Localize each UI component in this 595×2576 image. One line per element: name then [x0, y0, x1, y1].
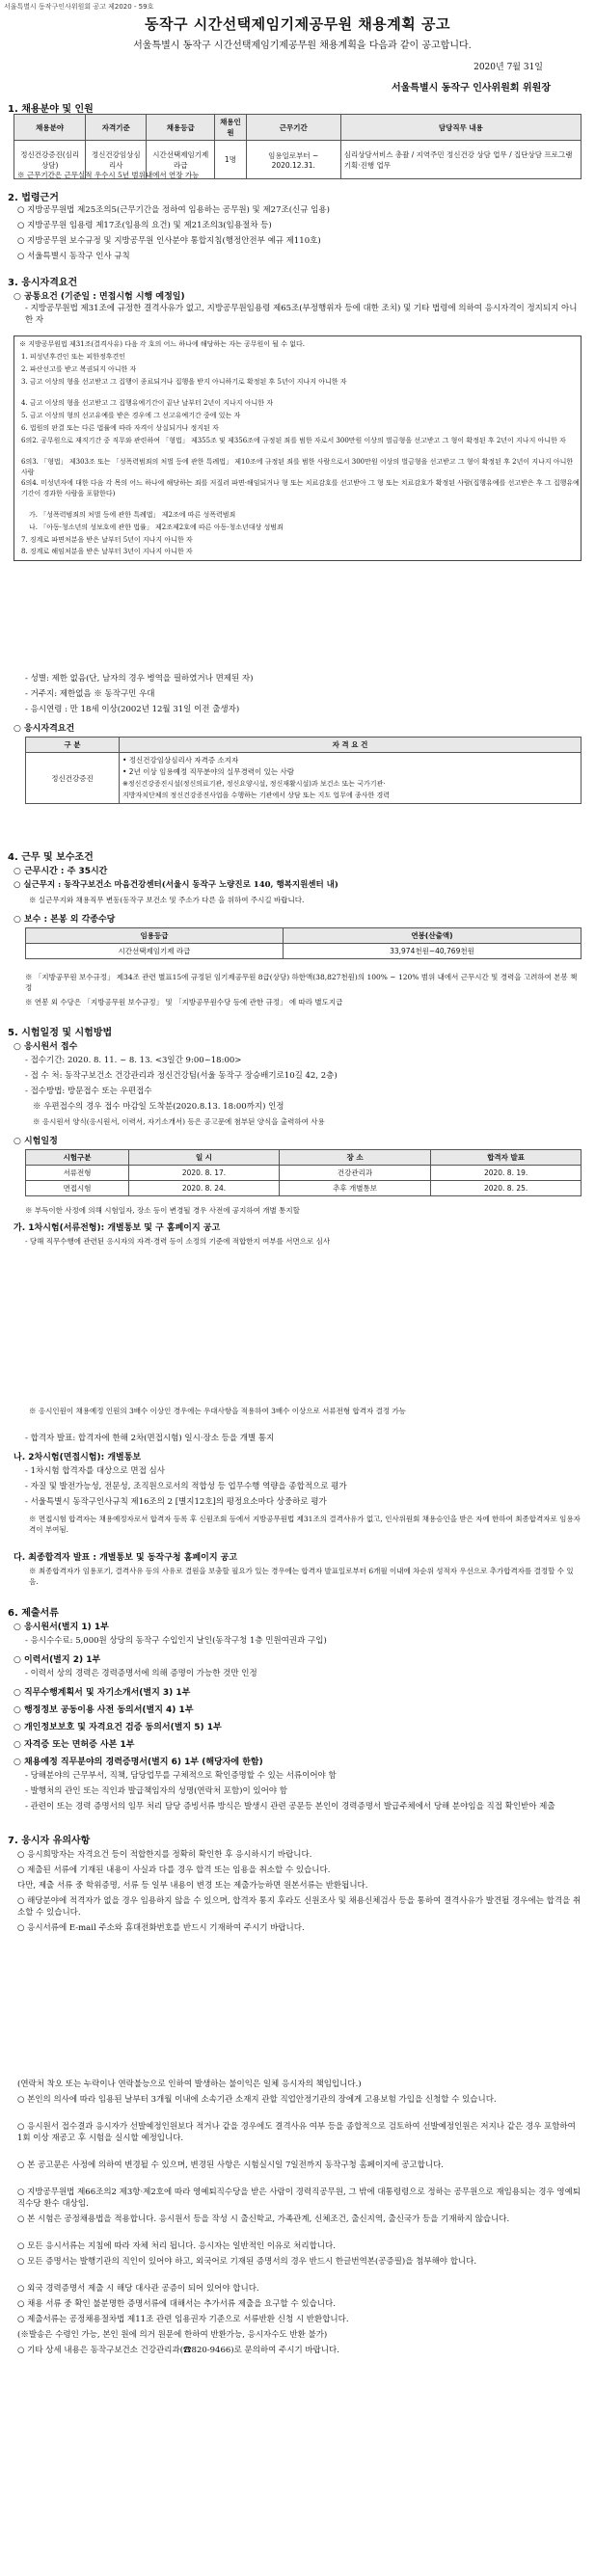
pay-col-amount: 연봉(산출액)	[283, 928, 581, 944]
doc-item-detail: - 발행처의 관인 또는 직인과 발급책임자의 성명(연락처 포함)이 있어야 함	[25, 1786, 287, 1796]
pay-note: ※ 「지방공무원 보수규정」 제34조 관련 별표15에 규정된 임기제공무원 8급(상당) 하한액(38,827천원)의 100% ~ 120% 범위 내에서 근무시간 및 경력을 고려하여 본봉 책정	[25, 973, 578, 992]
section-5-heading: 5. 시험일정 및 시험방법	[8, 1028, 113, 1038]
pay-amount: 33,974천원~40,769천원	[283, 944, 581, 959]
col-duty: 담당직무 내용	[340, 115, 581, 141]
qual-line: • 2년 이상 임용예정 직무분야의 실무경력이 있는 사람	[122, 767, 295, 776]
caution-item: ○ 제출된 서류에 기재된 내용이 사실과 다를 경우 합격 또는 임용을 취소할 수 있습니다.	[17, 1865, 331, 1875]
caution-item: ○ 본 공고문은 사정에 의하여 변경될 수 있으며, 변경된 사항은 시험실시일 7일전까지 동작구청 홈페이지에 공고합니다.	[17, 2160, 444, 2170]
sched-cell: 면접시험	[26, 1181, 129, 1196]
caution-item: ○ 응시서류에 E-mail 주소와 휴대전화번호를 반드시 기재하여 주시기 바랍니다.	[17, 1923, 305, 1933]
receipt-note: ※ 우편접수의 경우 접수 마감일 도착분(2020.8.13. 18:00까지) 인정	[33, 1102, 284, 1112]
disq-line: 5. 금고 이상의 형의 선고유예를 받은 경우에 그 선고유예기간 중에 있는 자	[21, 412, 241, 419]
sched-cell: 2020. 8. 19.	[431, 1166, 581, 1181]
section-4-heading: 4. 근무 및 보수조건	[8, 852, 94, 863]
s1-note: ※ 근무기간은 근무실적 우수시 5년 범위내에서 연장 가능	[17, 171, 200, 179]
first-exam-note-2: - 합격자 발표: 합격자에 한해 2차(면접시험) 일시·장소 등을 개별 통지	[25, 1434, 275, 1443]
col-qualification: 자격기준	[86, 115, 147, 141]
caution-item: ○ 해당분야에 적격자가 없을 경우 임용하지 않을 수 있으며, 합격자 통지 후라도 신원조사 및 채용신체검사 등을 통하여 결격사유가 발견될 경우에는 합격을 취소할 수 있습니다.	[17, 1896, 581, 1918]
schedule-table	[25, 1149, 581, 1196]
qual-col-type: 구 분	[26, 738, 120, 753]
caution-item: ○ 모든 응시서류는 지침에 따라 자체 처리 됩니다. 응시자는 일반적인 이유로 처리합니다.	[17, 2241, 336, 2251]
cell-qualification: 정신건강임상심리사	[86, 141, 147, 179]
cell-count: 1명	[215, 141, 246, 179]
col-count: 채용인원	[215, 115, 246, 141]
disq-line: 1. 피성년후견인 또는 피한정후견인	[21, 353, 126, 361]
sched-cell: 추후 개별통보	[279, 1181, 430, 1196]
s2-item: ○ 지방공무원 보수규정 및 지방공무원 인사분야 통합지침(행정안전부 예규 제110호)	[17, 236, 321, 246]
second-exam-label: 나. 2차시험(면접시험): 개별통보	[14, 1453, 142, 1462]
qualification-label: ○ 응시자격요건	[14, 724, 75, 734]
receipt-method: - 접수방법: 방문접수 또는 우편접수	[25, 1087, 152, 1096]
pay-label: ○ 보수 : 본봉 외 각종수당	[14, 915, 116, 925]
qual-line: • 정신건강임상심리사 자격증 소지자	[122, 756, 239, 765]
cell-grade: 시간선택제임기제 라급	[147, 141, 215, 179]
cell-period: 임용일로부터 ~ 2020.12.31.	[246, 141, 340, 179]
disq-line: 7. 징계로 파면처분을 받은 날부터 5년이 지나지 아니한 자	[21, 536, 193, 544]
signature: 서울특별시 동작구 인사위원회 위원장	[391, 83, 551, 94]
receipt-label: ○ 응시원서 접수	[14, 1042, 78, 1052]
qual-col-req: 자 격 요 건	[120, 738, 581, 753]
disq-line: 6의4. 미성년자에 대한 다음 각 목의 어느 하나에 해당하는 죄를 저질러 파면·해임되거나 형 또는 치료감호를 선고받아 그 형 또는 치료감호가 확정된 사람(집행유예를 선고받은 후 그 집행유예기간이 경과한 사람을 포함한다)	[21, 479, 580, 497]
col-field: 채용분야	[14, 115, 86, 141]
cell-field: 정신건강증진(심리상담)	[14, 141, 86, 179]
disq-line: 가. 「성폭력범죄의 처벌 등에 관한 특례법」 제2조에 따른 성폭력범죄	[29, 511, 236, 519]
caution-item: 다만, 제출 서류 중 학위증명, 서류 등 일부 내용이 변경 또는 제출가능하면 원본서류는 반환됩니다.	[17, 1881, 368, 1891]
disq-line: 나. 「아동·청소년의 성보호에 관한 법률」 제2조제2호에 따른 아동·청소년대상 성범죄	[29, 523, 284, 531]
common-req-label: ○ 공통요건 (기준일 : 면접시험 시행 예정일)	[14, 292, 185, 302]
schedule-label: ○ 시험일정	[14, 1137, 58, 1146]
notice-number: 서울특별시 동작구인사위원회 공고 제2020 - 59호	[4, 3, 154, 11]
caution-item: ○ 본인의 의사에 따라 임용된 날부터 3개월 이내에 소속기관 소재지 관할 직업안정기관의 장에게 고용보험 가입을 신청할 수 있습니다.	[17, 2095, 497, 2105]
disq-line: 2. 파산선고를 받고 복권되지 아니한 자	[21, 365, 137, 373]
work-hours: ○ 근무시간 : 주 35시간	[14, 867, 108, 876]
s2-item: ○ 지방공무원 임용령 제17조(임용의 요건) 및 제21조의3(임용절차 등)	[17, 221, 272, 230]
final-result-text: ※ 최종합격자가 임용포기, 결격사유 등의 사유로 결원을 보충할 필요가 있는 경우에는 합격자 발표일로부터 6개월 이내에 차순위 성적자 우선으로 추가합격자를 결정할 수 있음.	[29, 1567, 574, 1586]
sched-cell: 2020. 8. 24.	[129, 1181, 280, 1196]
caution-item: ○ 본 시험은 공정채용법을 적용합니다. 응시원서 등을 작성 시 출신학교, 가족관계, 신체조건, 출신지역, 출신국가 등을 기재하지 않습니다.	[17, 2214, 510, 2224]
caution-item: ○ 모든 증명서는 발행기관의 직인이 있어야 하고, 외국어로 기재된 증명서의 경우 반드시 한글번역본(공증필)을 첨부해야 합니다.	[17, 2257, 477, 2267]
section-1-heading: 1. 채용분야 및 인원	[8, 104, 94, 115]
sched-cell: 서류전형	[26, 1166, 129, 1181]
disq-line: ※ 지방공무원법 제31조(결격사유) 다음 각 호의 어느 하나에 해당하는 자는 공무원이 될 수 없다.	[19, 340, 305, 348]
doc-item: ○ 이력서(별지 2) 1부	[14, 1655, 101, 1665]
pay-col-grade: 임용등급	[26, 928, 284, 944]
sched-col-result: 합격자 발표	[431, 1150, 581, 1166]
disq-line: 8. 징계로 해임처분을 받은 날부터 3년이 지나지 아니한 자	[21, 548, 193, 555]
section-3-heading: 3. 응시자격요건	[8, 278, 78, 288]
qualification-table	[25, 737, 581, 804]
receipt-period: - 접수기간: 2020. 8. 11. ~ 8. 13. <3일간 9:00~18:00>	[25, 1056, 242, 1065]
sched-cell: 건강관리과	[279, 1166, 430, 1181]
cell-duty: 심리상담서비스 총괄 / 지역주민 정신건강 상담 업무 / 집단상담 프로그램 기획·진행 업무	[340, 141, 581, 179]
doc-item-detail: - 당해분야의 근무부서, 직책, 담당업무를 구체적으로 확인증명할 수 있는 서류이어야 함	[25, 1771, 337, 1781]
disq-line: 6의3. 「형법」 제303조 또는 「성폭력범죄의 처벌 등에 관한 특례법」 제10조에 규정된 죄를 범한 사람으로서 300만원 이상의 벌금형을 선고받고 그 형이 확정된 후 2년이 지나지 아니한 사람	[21, 458, 574, 476]
second-exam-note: ※ 면접시험 합격자는 채용예정자로서 합격자 등록 후 신원조회 등에서 지방공무원법 제31조의 결격사유가 없고, 인사위원회 채용승인을 받은 자에 한하여 최종합격자로 임용자격이 부여됨.	[29, 1515, 581, 1534]
caution-item: (※발송은 수령인 가능, 본인 원에 의거 원문에 한하여 반환가능, 응시자수도 반환 불가)	[17, 2330, 328, 2340]
sched-col-place: 장 소	[279, 1150, 430, 1166]
caution-item: ○ 제출서류는 공정채용절차법 제11조 관련 임용권자 기준으로 서류반환 신청 시 반환합니다.	[17, 2315, 349, 2324]
first-exam-note: ※ 응시인원이 채용예정 인원의 3배수 이상인 경우에는 우대사항을 적용하여 3배수 이상으로 서류전형 합격자 결정 가능	[29, 1407, 406, 1415]
pay-note: ※ 연봉 외 수당은 「지방공무원 보수규정」 및 「지방공무원수당 등에 관한 규정」 에 따라 별도지급	[25, 998, 343, 1006]
second-exam-line: - 1차시험 합격자를 대상으로 면접 심사	[25, 1466, 165, 1476]
caution-item: ○ 지방공무원법 제66조의2 제3항·제2호에 따라 영예퇴직수당을 받은 사람이 경력직공무원, 그 밖에 대통령령으로 정하는 공무원으로 재임용되는 경우 영예퇴직수당 환수 대상임.	[17, 2187, 581, 2209]
sched-cell: 2020. 8. 25.	[431, 1181, 581, 1196]
caution-item: ○ 외국 경력증명서 제출 시 해당 대사관 공증이 되어 있어야 합니다.	[17, 2284, 259, 2294]
doc-item: ○ 개인정보보호 및 자격요건 검증 동의서(별지 5) 1부	[14, 1723, 222, 1732]
doc-item: ○ 응시원서(별지 1) 1부	[14, 1623, 109, 1632]
sched-col-type: 시험구분	[26, 1150, 129, 1166]
announcement-date: 2020년 7월 31일	[473, 63, 543, 72]
qual-row-label: 정신건강증진	[26, 753, 120, 804]
caution-item: (연락처 착오 또는 누락이나 연락불능으로 인하여 발생하는 불이익은 일체 응시자의 책임입니다.)	[17, 2080, 362, 2089]
final-result-label: 다. 최종합격자 발표 : 개별통보 및 동작구청 홈페이지 공고	[14, 1553, 238, 1563]
doc-item: ○ 행정정보 공동이용 사전 동의서(별지 4) 1부	[14, 1705, 194, 1715]
age-req: - 응시연령 : 만 18세 이상(2002년 12월 31일 이전 출생자)	[25, 705, 240, 714]
col-period: 근무기간	[246, 115, 340, 141]
second-exam-line: - 자질 및 발전가능성, 전문성, 조직원으로서의 적합성 등 업무수행 역량을 종합적으로 평가	[25, 1482, 347, 1491]
second-exam-line: - 서울특별시 동작구인사규칙 제16조의 2 [별지12호]의 평정요소마다 상중하로 평가	[25, 1497, 327, 1507]
sched-col-date: 일 시	[129, 1150, 280, 1166]
col-grade: 채용등급	[147, 115, 215, 141]
gender-req: - 성별: 제한 없음(단, 남자의 경우 병역을 필하였거나 면제된 자)	[25, 674, 254, 684]
doc-item: ○ 채용예정 직무분야의 경력증명서(별지 6) 1부 (해당자에 한함)	[14, 1758, 263, 1767]
caution-item: ○ 응시희망자는 자격요건 등이 적합한지를 정확히 확인한 후 응시하시기 바랍니다.	[17, 1850, 312, 1860]
page-title: 동작구 시간선택제임기제공무원 채용계획 공고	[145, 15, 450, 33]
doc-item: ○ 자격증 또는 면허증 사본 1부	[14, 1740, 135, 1750]
pay-table	[25, 927, 581, 959]
receipt-place: - 접 수 처: 동작구보건소 건강관리과 정신건강팀(서울 동작구 장승배기로10길 42, 2층)	[25, 1071, 338, 1081]
receipt-note-2: ※ 응시원서 양식(응시원서, 이력서, 자기소개서) 등은 공고문에 첨부된 양식을 출력하여 사용	[33, 1117, 325, 1126]
doc-item: ○ 직무수행계획서 및 자기소개서(별지 3) 1부	[14, 1688, 191, 1698]
disq-line: 3. 금고 이상의 형을 선고받고 그 집행이 종료되거나 집행을 받지 아니하기로 확정된 후 5년이 지나지 아니한 자	[21, 378, 347, 386]
first-exam-text: - 당해 직무수행에 관련된 응시자의 자격·경력 등이 소정의 기준에 적합한지 여부를 서면으로 심사	[25, 1237, 331, 1246]
caution-item: ○ 기타 상세 내용은 동작구보건소 건강관리과(☎820-9466)로 문의하여 주시기 바랍니다.	[17, 2346, 339, 2355]
section-2-heading: 2. 법령근거	[8, 193, 59, 203]
intro-text: 서울특별시 동작구 시간선택제임기제공무원 채용계획을 다음과 같이 공고합니다.	[133, 40, 472, 51]
s2-item: ○ 지방공무원법 제25조의5(근무기간을 정하여 임용하는 공무원) 및 제27조(신규 임용)	[17, 205, 330, 215]
doc-item-detail: - 응시수수료: 5,000원 상당의 동작구 수입인지 날인(동작구청 1층 민원여권과 구입)	[25, 1636, 327, 1646]
section-6-heading: 6. 제출서류	[8, 1608, 59, 1619]
common-req-text: - 지방공무원법 제31조에 규정한 결격사유가 없고, 지방공무원임용령 제65조(부정행위자 등에 대한 조치) 및 기타 법령에 의하여 응시자격이 정지되지 아니한 자	[25, 304, 578, 325]
schedule-note: ※ 부득이한 사정에 의해 시험일자, 장소 등이 변경될 경우 사전에 공지하여 개별 통지할	[25, 1206, 300, 1215]
s2-item: ○ 서울특별시 동작구 인사 규칙	[17, 252, 130, 261]
doc-item-detail: - 이력서 상의 경력은 경력증명서에 의해 증명이 가능한 것만 인정	[25, 1669, 257, 1678]
disq-line: 6의2. 공무원으로 재직기간 중 직무와 관련하여 「형법」 제355조 및 제356조에 규정된 죄를 범한 자로서 300만원 이상의 벌금형을 선고받고 그 형이 확정된 후 2년이 지나지 아니한 자	[21, 437, 566, 444]
qual-line: 지방자치단체의 정신건강증진사업을 수행하는 기관에서 상담 또는 지도 업무에 종사한 경력	[122, 792, 390, 799]
disq-line: 4. 금고 이상의 형을 선고받고 그 집행유예기간이 끝난 날부터 2년이 지나지 아니한 자	[21, 399, 273, 407]
first-exam-label: 가. 1차시험(서류전형): 개별통보 및 구 홈페이지 공고	[14, 1223, 221, 1233]
section-7-heading: 7. 응시자 유의사항	[8, 1836, 91, 1846]
residence-req: - 거주지: 제한없음 ※ 동작구민 우대	[25, 689, 155, 699]
caution-item: ○ 채용 서류 중 확인 불분명한 증명서류에 대해서는 추가서류 제출을 요구할 수 있습니다.	[17, 2299, 336, 2309]
doc-item-detail: - 관련이 또는 경력 증명서의 임무 처리 담당 증빙서류 방식은 발생시 관련 공문등 본인이 경력증명서 발급주체에서 당해 분야임을 직접 확인받아 제출	[25, 1802, 555, 1811]
sched-cell: 2020. 8. 17.	[129, 1166, 280, 1181]
work-place-note: ※ 실근무지와 채용직무 변동(동작구 보건소 및 주소가 다른 을 위하여 주시길 바랍니다.	[29, 896, 305, 904]
work-place: ○ 실근무지 : 동작구보건소 마음건강센터(서울시 동작구 노량진로 140, 행복지원센터 내)	[14, 880, 338, 890]
disq-line: 6. 법원의 판결 또는 다른 법률에 따라 자격이 상실되거나 정지된 자	[21, 424, 219, 432]
qual-line: ※정신건강증진시설(정신의료기관, 정신요양시설, 정신재활시설)과 보건소 또는 국가기관·	[122, 780, 386, 788]
pay-grade: 시간선택제임기제 라급	[26, 944, 284, 959]
qual-row-content	[120, 753, 581, 804]
caution-item: ○ 응시원서 접수결과 응시자가 선발예정인원보다 적거나 같을 경우에도 결격사유 여부 등을 종합적으로 검토하여 선발예정인원은 저지나 같은 경우 포함하여 1회 이상 재공고 후 시험을 실시할 예정입니다.	[17, 2122, 576, 2143]
